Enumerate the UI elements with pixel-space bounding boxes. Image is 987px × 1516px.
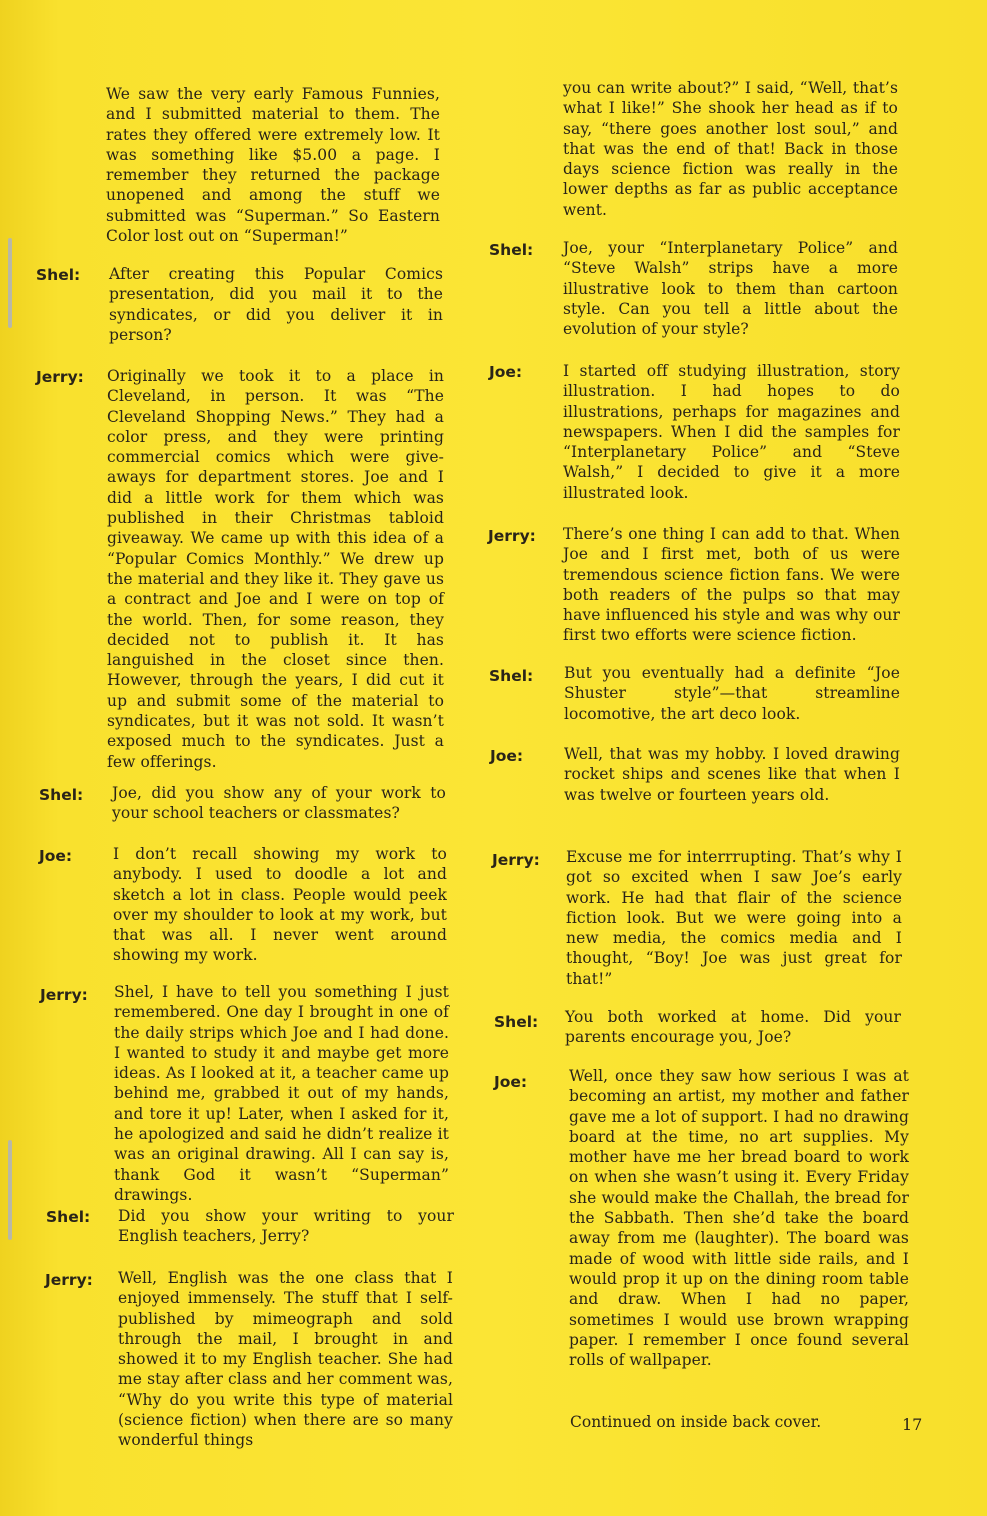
speaker-label: Jerry: bbox=[40, 986, 88, 1004]
speaker-label: Jerry: bbox=[488, 527, 536, 545]
paragraph-text: Joe, your “Interplanetary Police” and “Steve Walsh” strips have a more illustrative look to them than cartoon style. Can you tell a little about the evolution of your style? bbox=[563, 239, 898, 339]
speaker-label: Jerry: bbox=[45, 1271, 93, 1289]
paragraph-text: Shel, I have to tell you something I just remembered. One day I brought in one of the daily strips which Joe and I had done. I wanted to study it and maybe get more ideas. As I looked at it, a teacher came up behind me, grabbed it out of my hands, and tore it up! Later, when I asked for it, he apologized and said he didn’t realize it was an original drawing. All I can say is, thank God it wasn’t “Superman” drawings. bbox=[114, 983, 449, 1204]
speaker-label: Jerry: bbox=[36, 368, 84, 386]
speaker-label: Shel: bbox=[489, 241, 534, 259]
speaker-label: Joe: bbox=[489, 363, 523, 381]
paragraph-text: Joe, did you show any of your work to your school teachers or classmates? bbox=[112, 784, 446, 823]
speaker-label: Joe: bbox=[490, 747, 524, 765]
paragraph-text: After creating this Popular Comics presentation, did you mail it to the syndicates, or did you deliver it in person? bbox=[109, 265, 443, 344]
paragraph-text: Did you show your writing to your English teachers, Jerry? bbox=[118, 1207, 454, 1246]
paragraph-text: Well, English was the one class that I enjoyed immensely. The stuff that I self-published by mimeograph and sold through the mail, I brought in and showed it to my English teacher. She had me stay after class and her comment was, “Why do you write this type of material (science fiction) when there are so many wonderful things bbox=[118, 1269, 454, 1450]
paragraph-text: Excuse me for interrrupting. That’s why I got so excited when I saw Joe’s early work. He had that flair of the science fiction look. But we were going into a new media, the comics media and I thought, “Boy! Joe was just great for that!” bbox=[566, 848, 902, 988]
page-number: 17 bbox=[902, 1415, 923, 1434]
speaker-label: Joe: bbox=[494, 1073, 528, 1091]
paragraph-text: There’s one thing I can add to that. When Joe and I first met, both of us were tremendous science fiction fans. We were both readers of the pulps so that may have influenced his style and was why our first two efforts were science fiction. bbox=[563, 525, 900, 645]
paragraph-text: Well, that was my hobby. I loved drawing rocket ships and scenes like that when I was twelve or fourteen years old. bbox=[564, 745, 900, 804]
speaker-label: Shel: bbox=[36, 266, 81, 284]
speaker-label: Shel: bbox=[39, 786, 84, 804]
paragraph-text: Well, once they saw how serious I was at becoming an artist, my mother and father gave me a lot of support. I had no drawing board at the time, no art supplies. My mother have me her bread board to work on when she wasn’t using it. Every Friday she would make the Challah, the bread for the Sabbath. Then she’d take the board away from me (laughter). The board was made of wood with little side rails, and I would prop it up on the dining room table and draw. When I had no paper, sometimes I would use brown wrapping paper. I remember I once found several rolls of wallpaper. bbox=[569, 1067, 909, 1370]
paragraph-text: But you eventually had a definite “Joe Shuster style”—that streamline locomotive, the art deco look. bbox=[564, 664, 900, 723]
paragraph-text: I don’t recall showing my work to anybody. I used to doodle a lot and sketch a lot in class. People would peek over my shoulder to look at my work, but that was all. I never went around showing my work. bbox=[113, 845, 447, 965]
paragraph-text: We saw the very early Famous Funnies, and I submitted material to them. The rates they offered were extremely low. It was something like $5.00 a page. I remember they returned the package unopened and among the stuff we submitted was “Superman.” So Eastern Color lost out on “Superman!” bbox=[106, 85, 440, 246]
speaker-label: Shel: bbox=[489, 667, 534, 685]
paragraph-text: you can write about?” I said, “Well, that’s what I like!” She shook her head as if to say, “there goes another lost soul,” and that was the end of that! Back in those days science fiction was really in the lower depths as far as public acceptance went. bbox=[563, 79, 898, 219]
paragraph-text: You both worked at home. Did your parents encourage you, Joe? bbox=[565, 1008, 901, 1047]
paragraph-text: Originally we took it to a place in Cleveland, in person. It was “The Cleveland Shopping News.” They had a color press, and they were printing commercial comics which were give-aways for department stores. Joe and I did a little work for them which was published in their Christmas tabloid giveaway. We came up with this idea of a “Popular Comics Monthly.” We drew up the material and they like it. They gave us a contract and Joe and I were on top of the world. Then, for some reason, they decided not to publish it. It has languished in the closet since then. However, through the years, I did cut it up and submit some of the material to syndicates, but it was not sold. It wasn’t exposed much to the syndicates. Just a few offerings. bbox=[107, 367, 444, 771]
paragraph-text: I started off studying illustration, story illustration. I had hopes to do illustrations, perhaps for magazines and newspapers. When I did the samples for “Interplanetary Police” and “Steve Walsh,” I decided to give it a more illustrated look. bbox=[563, 362, 900, 502]
staple bbox=[8, 1140, 12, 1240]
speaker-label: Shel: bbox=[494, 1013, 539, 1031]
speaker-label: Joe: bbox=[39, 847, 73, 865]
continued-note: Continued on inside back cover. bbox=[570, 1413, 822, 1431]
staple bbox=[8, 238, 12, 328]
speaker-label: Shel: bbox=[46, 1208, 91, 1226]
speaker-label: Jerry: bbox=[492, 851, 540, 869]
